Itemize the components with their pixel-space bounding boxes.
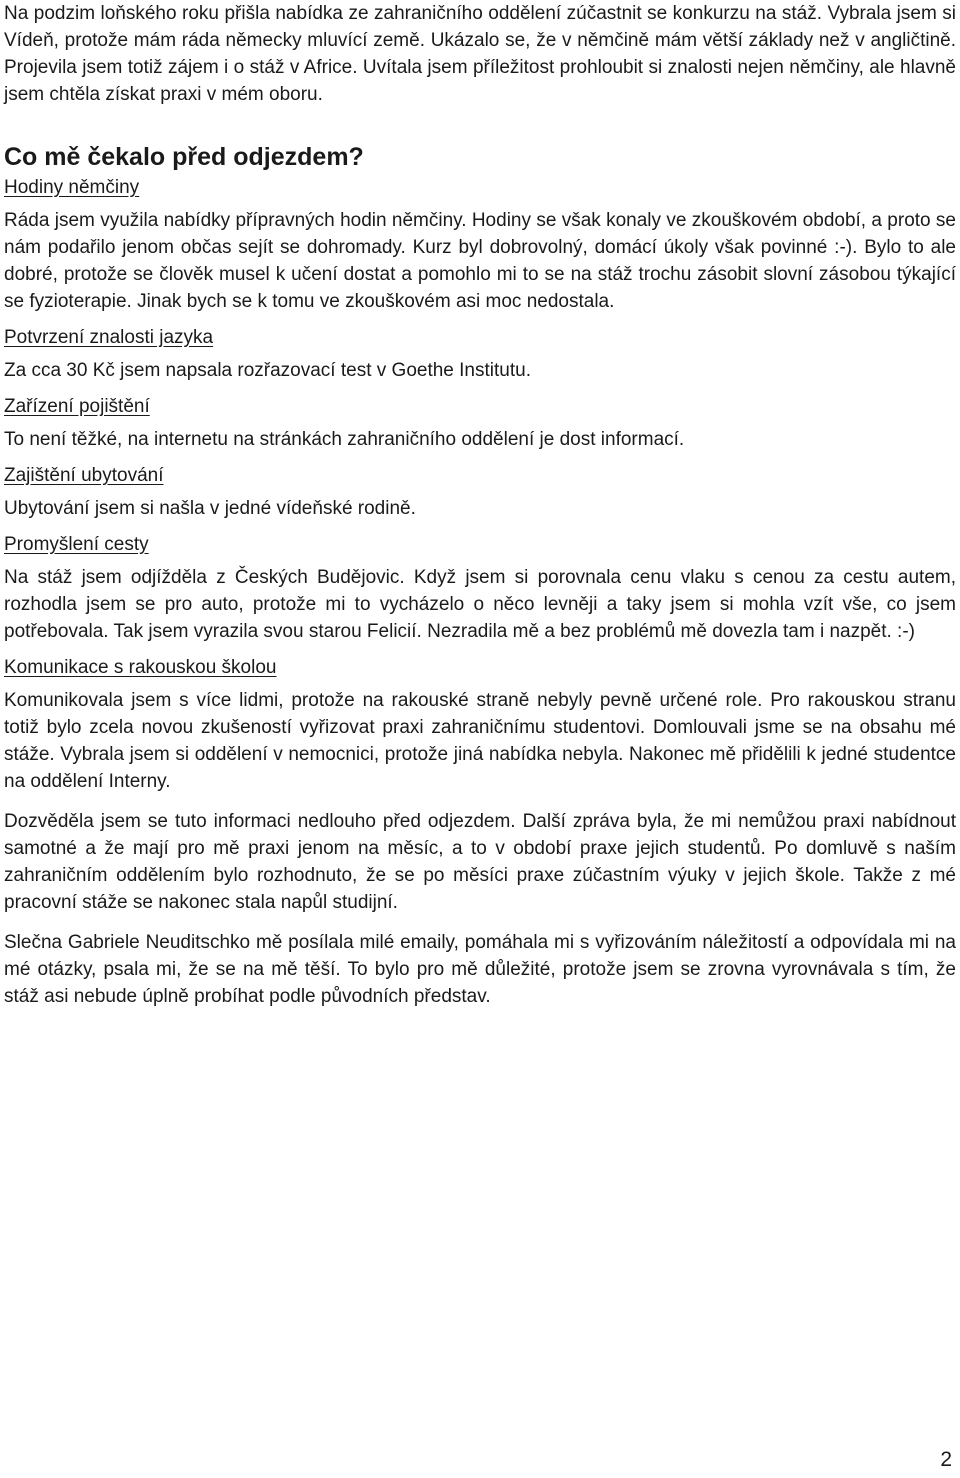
- topic-komunikace-s-rakouskou-skolou: [4, 654, 956, 795]
- topic-heading: Zajištění ubytování: [4, 465, 164, 486]
- topic-body: Komunikovala jsem s více lidmi, protože na rakouské straně nebyly pevně určené role. Pro rakouskou stranu totiž bylo zcela novou zkušeností vyřizovat praxi zahraničnímu studentovi. Domlouvali jsme se na obsahu mé stáže. Vybrala jsem si oddělení v nemocnici, protože jiná nabídka nebyla. Nakonec mě přidělili k jedné studentce na oddělení Interny.: [4, 690, 956, 792]
- page-number: 2: [940, 1448, 952, 1471]
- topic-body: Na stáž jsem odjížděla z Českých Budějovic. Když jsem si porovnala cenu vlaku s cenou za cestu autem, rozhodla jsem se pro auto, protože mi to vycházelo o něco levněji a taky jsem si mohla vzít vše, co jsem potřebovala. Tak jsem vyrazila svou starou Felicií. Nezradila mě a bez problémů mě dovezla tam i nazpět. :-): [4, 567, 956, 642]
- topic-promysleni-cesty: [4, 531, 956, 645]
- topic-heading: Komunikace s rakouskou školou: [4, 657, 277, 678]
- topic-heading: Hodiny němčiny: [4, 177, 140, 198]
- topic-zajisteni-ubytovani: [4, 462, 956, 522]
- topic-potvrzeni-znalosti-jazyka: [4, 324, 956, 384]
- section-title: Co mě čekalo před odjezdem?: [4, 143, 364, 171]
- topic-body: Za cca 30 Kč jsem napsala rozřazovací test v Goethe Institutu.: [4, 360, 531, 381]
- intro-paragraph: Na podzim loňského roku přišla nabídka ze zahraničního oddělení zúčastnit se konkurzu na stáž. Vybrala jsem si Vídeň, protože mám ráda německy mluvící země. Ukázalo se, že v němčině mám větší základy než v angličtině. Projevila jsem totiž zájem i o stáž v Africe. Uvítala jsem příležitost prohloubit si znalosti nejen němčiny, ale hlavně jsem chtěla získat praxi v mém oboru.: [4, 3, 956, 105]
- topic-body: Ubytování jsem si našla v jedné vídeňské rodině.: [4, 498, 416, 519]
- body-paragraph: Dozvěděla jsem se tuto informaci nedlouho před odjezdem. Další zpráva byla, že mi nemůžou praxi nabídnout samotné a že mají pro mě praxi jenom na měsíc, a to v období praxe jejich studentů. Po domluvě s naším zahraničním oddělením bylo rozhodnuto, že se po měsíci praxe zúčastním výuky v jejich škole. Takže z mé pracovní stáže se nakonec stala napůl studijní.: [4, 811, 956, 913]
- topic-heading: Promyšlení cesty: [4, 534, 149, 555]
- topic-hodiny-nemciny: [4, 174, 956, 315]
- document-page: [4, 0, 956, 1010]
- body-paragraph: Slečna Gabriele Neuditschko mě posílala milé emaily, pomáhala mi s vyřizováním náležitostí a odpovídala mi na mé otázky, psala mi, že se na mě těší. To bylo pro mě důležité, protože jsem se zrovna vyrovnávala s tím, že stáž asi nebude úplně probíhat podle původních představ.: [4, 932, 956, 1007]
- topic-heading: Zařízení pojištění: [4, 396, 150, 417]
- topic-zarizeni-pojisteni: [4, 393, 956, 453]
- topic-body: To není těžké, na internetu na stránkách zahraničního oddělení je dost informací.: [4, 429, 685, 450]
- topic-body: Ráda jsem využila nabídky přípravných hodin němčiny. Hodiny se však konaly ve zkouškovém období, a proto se nám podařilo jenom občas sejít se dohromady. Kurz byl dobrovolný, domácí úkoly však povinné :-). Bylo to ale dobré, protože se člověk musel k učení dostat a pomohlo mi to se na stáž trochu zásobit slovní zásobou týkající se fyzioterapie. Jinak bych se k tomu ve zkouškovém asi moc nedostala.: [4, 210, 956, 312]
- topic-heading: Potvrzení znalosti jazyka: [4, 327, 214, 348]
